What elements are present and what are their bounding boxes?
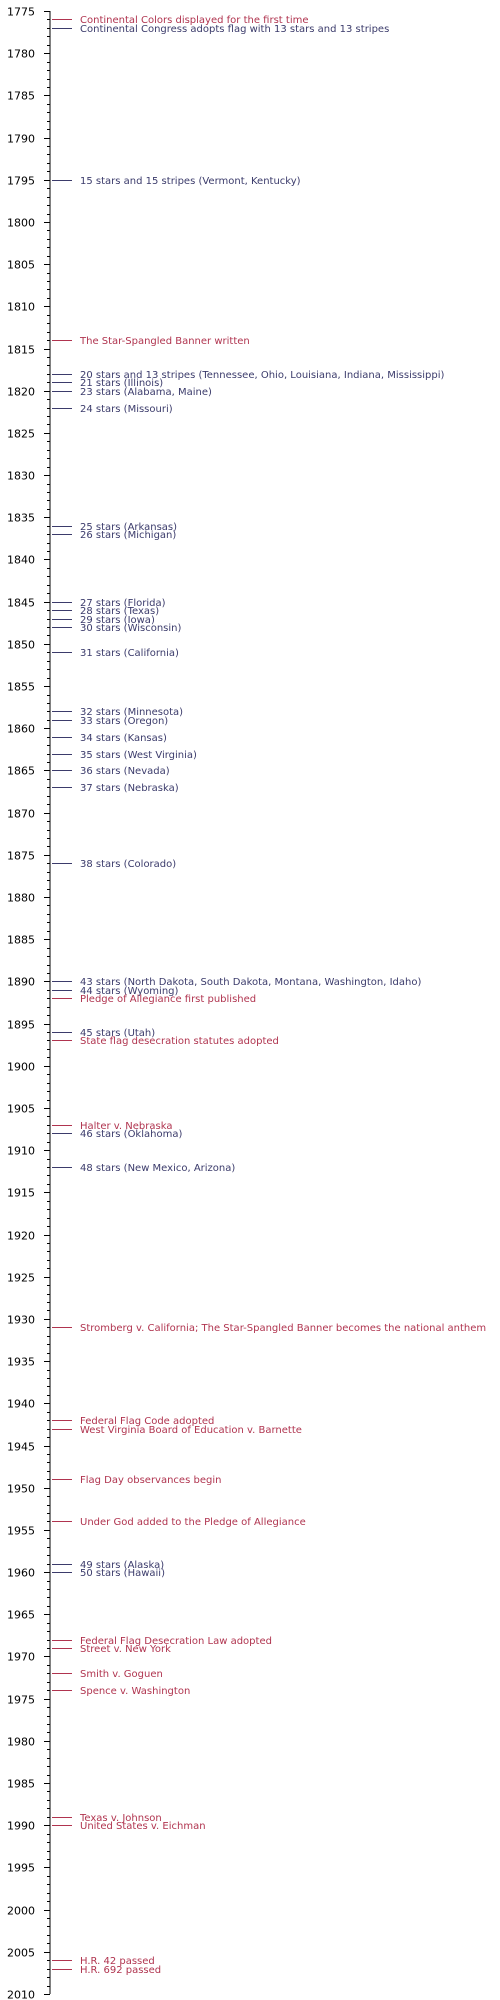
year-tick-label: 1915 [7,1186,35,1200]
event-label: 46 stars (Oklahoma) [80,1129,183,1140]
year-tick-label: 1845 [7,596,35,610]
event-label: State flag desecration statutes adopted [80,1036,279,1047]
year-tick-label: 1835 [7,511,35,525]
year-tick-label: 1860 [7,722,35,736]
event-item [52,336,250,347]
event-label: Street v. New York [80,1644,171,1655]
year-tick-label: 1820 [7,385,35,399]
event-item [52,1323,486,1334]
year-tick-label: 1925 [7,1271,35,1285]
event-item [52,24,389,35]
event-label: 35 stars (West Virginia) [80,750,197,761]
year-tick-label: 1940 [7,1397,35,1411]
year-tick-label: 1850 [7,638,35,652]
event-label: 36 stars (Nevada) [80,766,170,777]
year-tick-label: 1960 [7,1566,35,1580]
year-tick-label: 2010 [7,1988,35,2000]
year-tick-label: 1875 [7,849,35,863]
event-label: 21 stars (Illinois) [80,378,164,389]
year-tick-label: 1985 [7,1777,35,1791]
event-label: 32 stars (Minnesota) [80,707,184,718]
event-item [52,994,256,1005]
event-label: The Star-Spangled Banner written [80,336,250,347]
year-tick-label: 1905 [7,1102,35,1116]
year-tick-label: 1920 [7,1229,35,1243]
year-tick-label: 1800 [7,216,35,230]
year-tick-label: 1900 [7,1060,35,1074]
event-label: H.R. 692 passed [80,1965,162,1976]
year-tick-label: 1790 [7,132,35,146]
event-label: 30 stars (Wisconsin) [80,623,182,634]
event-item [52,1425,302,1436]
event-label: 44 stars (Wyoming) [80,986,179,997]
event-label: Flag Day observances begin [80,1475,222,1486]
event-label: 31 stars (California) [80,648,179,659]
event-item [52,176,301,187]
event-item [52,1517,306,1528]
event-label: Federal Flag Code adopted [80,1416,215,1427]
year-tick-label: 1885 [7,933,35,947]
event-label: Under God added to the Pledge of Allegiance [80,1517,306,1528]
year-tick-label: 2000 [7,1904,35,1918]
year-tick-label: 1855 [7,680,35,694]
year-tick-label: 1780 [7,47,35,61]
event-label: 29 stars (Iowa) [80,615,155,626]
event-label: 24 stars (Missouri) [80,404,173,415]
event-label: West Virginia Board of Education v. Barnette [80,1425,302,1436]
event-label: United States v. Eichman [80,1821,206,1832]
event-label: Smith v. Goguen [80,1669,163,1680]
event-label: 34 stars (Kansas) [80,733,167,744]
event-label: 38 stars (Colorado) [80,859,177,870]
event-label: 23 stars (Alabama, Maine) [80,387,212,398]
event-label: 49 stars (Alaska) [80,1560,165,1571]
year-tick-label: 1795 [7,174,35,188]
year-tick-label: 1980 [7,1735,35,1749]
event-label: 25 stars (Arkansas) [80,522,178,533]
year-tick-label: 1805 [7,258,35,272]
event-label: Pledge of Allegiance first published [80,994,257,1005]
event-label: H.R. 42 passed [80,1956,155,1967]
year-tick-label: 1785 [7,89,35,103]
event-label: 50 stars (Hawaii) [80,1568,165,1579]
year-tick-label: 1775 [7,5,35,19]
event-item [52,1163,235,1174]
event-label: Halter v. Nebraska [80,1121,173,1132]
event-label: 27 stars (Florida) [80,598,166,609]
year-tick-label: 1890 [7,975,35,989]
year-tick-label: 1815 [7,343,35,357]
year-tick-label: 1990 [7,1819,35,1833]
year-tick-label: 1950 [7,1482,35,1496]
year-tick-label: 1870 [7,807,35,821]
year-tick-label: 1840 [7,553,35,567]
event-item [52,1036,279,1047]
year-tick-label: 2005 [7,1946,35,1960]
year-tick-label: 1965 [7,1608,35,1622]
event-label: Continental Congress adopts flag with 13 stars and 13 stripes [80,24,390,35]
event-label: 28 stars (Texas) [80,606,160,617]
event-label: 48 stars (New Mexico, Arizona) [80,1163,236,1174]
event-label: Continental Colors displayed for the first time [80,15,309,26]
event-label: Spence v. Washington [80,1686,191,1697]
year-tick-label: 1895 [7,1018,35,1032]
year-tick-label: 1975 [7,1693,35,1707]
year-tick-label: 1970 [7,1650,35,1664]
year-tick-label: 1825 [7,427,35,441]
year-tick-label: 1930 [7,1313,35,1327]
event-label: Stromberg v. California; The Star-Spangled Banner becomes the national anthem [80,1323,487,1334]
event-label: 43 stars (North Dakota, South Dakota, Montana, Washington, Idaho) [80,977,422,988]
year-tick-label: 1935 [7,1355,35,1369]
event-label: 37 stars (Nebraska) [80,783,179,794]
year-tick-label: 1955 [7,1524,35,1538]
event-label: Federal Flag Desecration Law adopted [80,1636,272,1647]
year-tick-label: 1865 [7,764,35,778]
year-tick-label: 1810 [7,300,35,314]
year-tick-label: 1880 [7,891,35,905]
year-tick-label: 1830 [7,469,35,483]
event-label: 20 stars and 13 stripes (Tennessee, Ohio, Louisiana, Indiana, Mississippi) [80,370,445,381]
event-label: 33 stars (Oregon) [80,716,169,727]
event-label: Texas v. Johnson [80,1813,162,1824]
year-tick-label: 1910 [7,1144,35,1158]
event-label: 45 stars (Utah) [80,1028,156,1039]
year-tick-label: 1945 [7,1440,35,1454]
event-label: 15 stars and 15 stripes (Vermont, Kentucky) [80,176,301,187]
event-label: 26 stars (Michigan) [80,530,177,541]
year-tick-label: 1995 [7,1861,35,1875]
